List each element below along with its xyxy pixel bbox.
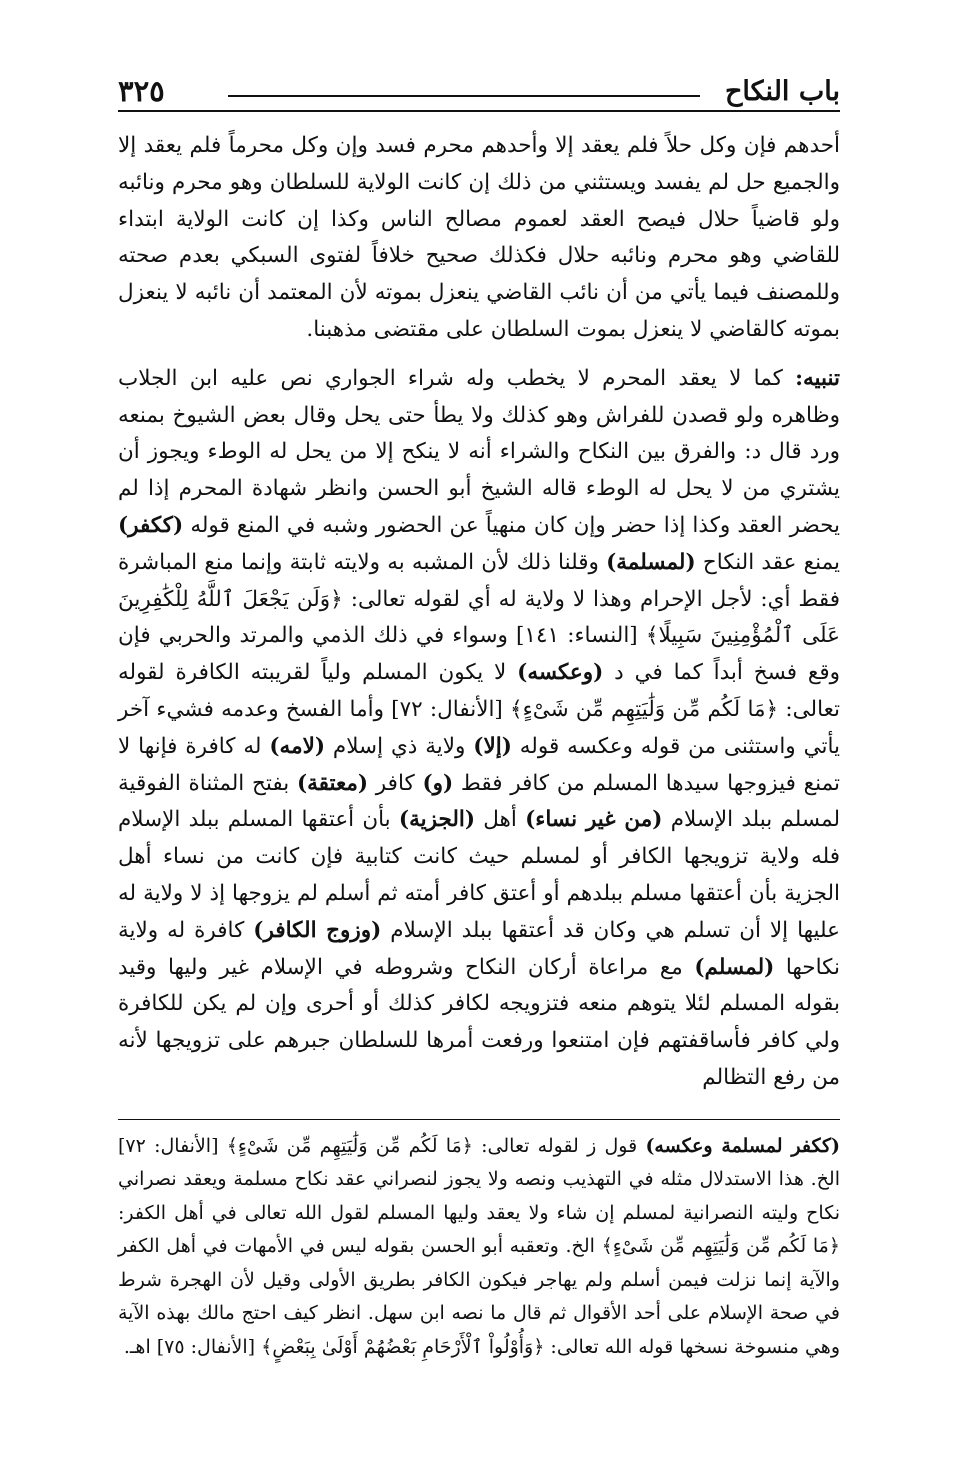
text-run: [الأنفال: ٧٢] وأما الفسخ وعدمه فشيء آخر يأتي واستثنى من قوله وعكسه قوله xyxy=(118,696,841,759)
matn-term: (معتقة) xyxy=(296,770,369,796)
quran-verse: ﴿مَا لَكُم مِّن وَلَٰيَتِهِم مِّن شَىْءٍ﴾ xyxy=(226,1134,473,1157)
text-run: مع مراعاة أركان النكاح وشروطه في الإسلام غير وليها وقيد بقوله المسلم لئلا يتوهم منعه فتزويجه لكافر كذلك أو أحرى وإن لم يكن للكافرة ولي كافر فأساقفتهم فإن امتنعوا ورفعت أمرها للسلطان جبرهم على تزويجها لأنه من رفع التظالم xyxy=(118,954,840,1090)
matn-term: (الجزية) xyxy=(398,807,476,833)
text-run: بأن أعتقها المسلم ببلد الإسلام فله ولاية تزويجها الكافر أو لمسلم حيث كانت كتابية فإن كانت من نساء أهل الجزية بأن أعتقها مسلم ببلدهم أو أعتق كافر أمته ثم أسلم لم يزوجها إذ لا ولاية له عليها إلا أن تسلم هي وكان قد أعتقها ببلد الإسلام xyxy=(118,807,840,943)
quran-verse: ﴿وَأُوْلُواْ ٱلْأَرْحَامِ بَعْضُهُمْ أَوْلَىٰ بِبَعْضٍ﴾ xyxy=(261,1335,545,1358)
text-run: يمنع عقد النكاح xyxy=(695,549,840,575)
text-run: قول ز لقوله تعالى: xyxy=(472,1134,646,1157)
matn-term: (لمسلمة) xyxy=(606,549,696,575)
footnote-lead: (ككفر لمسلمة وعكسه) xyxy=(645,1134,840,1157)
page-header xyxy=(118,70,840,112)
matn-term: (وزوج الكافر) xyxy=(253,917,382,943)
footnote-separator xyxy=(118,1119,840,1120)
page-number: ٣٢٥ xyxy=(118,74,165,108)
matn-term: (إلا) xyxy=(473,733,512,759)
text-run: كافرة له ولاية نكاحها xyxy=(118,917,840,980)
text-run: [النساء: ١٤١] وسواء في ذلك الذمي والمرتد والحربي فإن وقع فسخ أبداً كما في د xyxy=(118,623,840,686)
paragraph-2 xyxy=(118,361,840,1097)
quran-verse: ﴿مَا لَكُم مِّن وَلَٰيَتِهِم مِّن شَىْءٍ﴾ xyxy=(601,1235,840,1258)
footnote xyxy=(118,1130,840,1365)
text-run: كما لا يعقد المحرم لا يخطب وله شراء الجواري نص عليه ابن الجلاب وظاهره ولو قصدن للفراش وهو كذلك ولا يطأ حتى يحل وقال بعض الشيوخ بمنعه ورد قال د: والفرق بين النكاح والشراء أنه لا ينكح إلا من يحل له الوطء ويجوز أن يشتري من لا يحل له الوطء قاله الشيخ أبو الحسن وانظر شهادة المحرم إذا لم يحضر العقد وكذا إذا حضر وإن كان منهياً عن الحضور وشبه في المنع قوله xyxy=(118,365,840,538)
paragraph-1: أحدهم فإن وكل حلاً فلم يعقد إلا وأحدهم محرم فسد وإن وكل محرماً فلم يعقد إلا والجميع حل لم يفسد ويستثني من ذلك إن كانت الولاية للسلطان وهو محرم ونائبه ولو قاضياً حلال فيصح العقد لعموم مصالح الناس وكذا إن كانت الولاية ابتداء للقاضي وهو محرم ونائبه حلال فكذلك صحيح خلافاً لفتوى السبكي بعدم صحته وللمصنف فيما يأتي من أن نائب القاضي ينعزل بموته لأن المعتمد أن نائبه لا ينعزل بموته كالقاضي لا ينعزل بموت السلطان على مقتضى مذهبنا. xyxy=(118,133,840,342)
text-run: وقلنا ذلك لأن المشبه به ولايته ثابتة وإنما منع المباشرة فقط أي: لأجل الإحرام وهذا لا ولاية له أي لقوله تعالى: xyxy=(118,549,840,612)
note-lead: تنبيه: xyxy=(795,365,840,391)
quran-verse: ﴿وَلَن يَجْعَلَ ٱللَّهُ لِلْكَٰفِرِينَ عَلَى ٱلْمُؤْمِنِينَ سَبِيلًا﴾ xyxy=(118,586,840,649)
text-run: لا يكون المسلم ولياً لقريبته الكافرة لقوله تعالى: xyxy=(118,660,840,722)
book-page xyxy=(118,70,840,1400)
footnote-paragraph xyxy=(118,1130,840,1365)
text-run: ولاية ذي إسلام xyxy=(325,733,474,759)
text-run: بفتح المثناة الفوقية لمسلم ببلد الإسلام xyxy=(118,770,841,833)
main-text xyxy=(118,128,840,1097)
matn-term: (و) xyxy=(422,770,454,796)
matn-term: (من غير نساء) xyxy=(525,807,663,833)
text-run: [الأنفال: ٧٢] الخ. هذا الاستدلال مثله في التهذيب ونصه ولا يجوز لنصراني عقد نكاح مسلمة ويعقد نصراني نكاح وليته النصرانية لمسلم إن شاء ولا يعقد وليها المسلم لقول الله تعالى في أهل الكفر: xyxy=(118,1134,840,1224)
text-run: [الأنفال: ٧٥] اهـ. xyxy=(123,1335,262,1358)
matn-term: (لمسلم) xyxy=(694,954,775,980)
chapter-title: باب النكاح xyxy=(724,76,840,107)
text-run: أهل xyxy=(475,807,526,833)
paragraph-gap xyxy=(118,349,840,361)
header-rule xyxy=(228,95,700,97)
text-run: كافر xyxy=(368,770,423,796)
text-run: له كافرة فإنها لا تمنع فيزوجها سيدها المسلم من كافر فقط xyxy=(118,733,840,796)
text-run: الخ. وتعقبه أبو الحسن بقوله ليس في الأمهات في أهل الكفر والآية إنما نزلت فيمن أسلم ولم يهاجر فيكون الكافر بطريق الأولى وقيل لأن الهجرة شرط في صحة الإسلام على أحد الأقوال ثم قال ما نصه ابن سهل. انظر كيف احتج مالك بهذه الآية وهي منسوخة نسخها قوله الله تعالى: xyxy=(118,1235,840,1358)
matn-term: (وعكسه) xyxy=(517,660,604,686)
quran-verse: ﴿مَا لَكُم مِّن وَلَٰيَتِهِم مِّن شَىْءٍ﴾ xyxy=(510,696,779,722)
matn-term: (ككفر) xyxy=(118,512,184,538)
matn-term: (لامه) xyxy=(269,733,326,759)
